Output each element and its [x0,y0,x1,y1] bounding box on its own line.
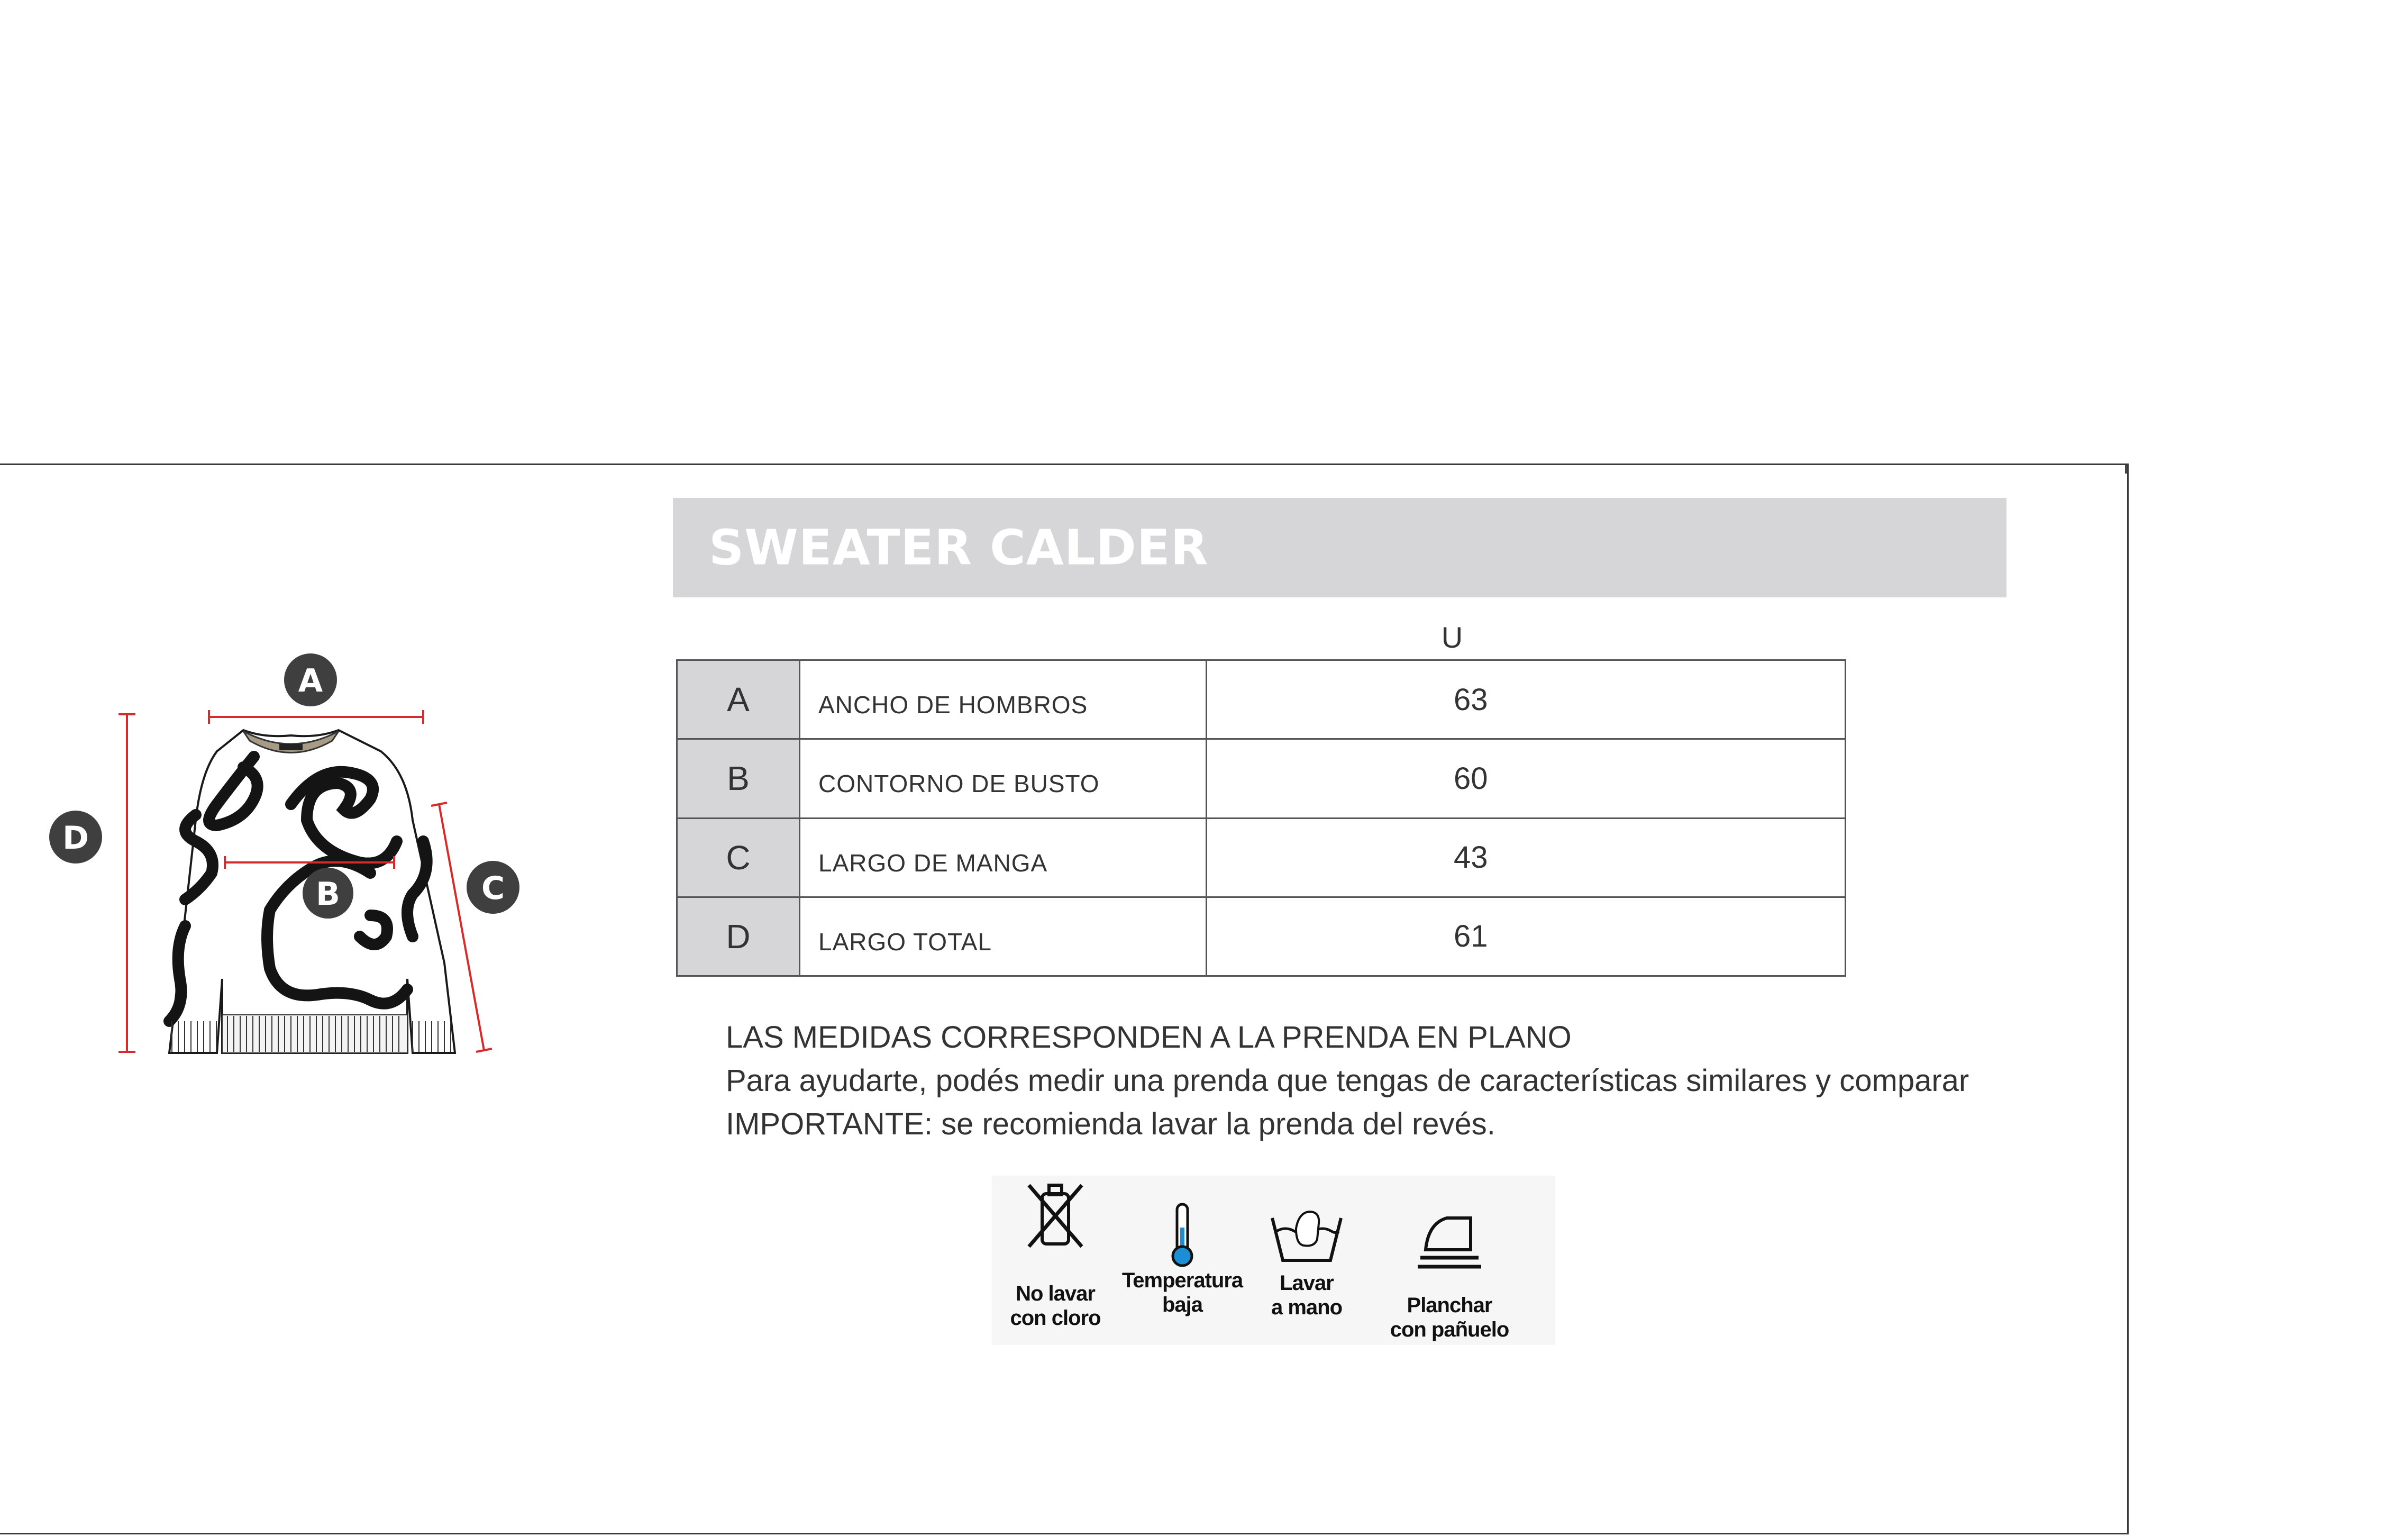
care-instructions [992,1176,1555,1345]
care-label-line2: baja [1162,1293,1203,1316]
row-value: 63 [1207,660,1846,739]
frame-tick [2125,465,2127,474]
care-hand-wash [1246,1176,1367,1345]
care-label-line2: con cloro [1010,1306,1101,1330]
hand-wash-icon [1267,1207,1346,1266]
marker-b-text: B [316,876,340,913]
row-label: ANCHO DE HOMBROS [800,660,1207,739]
iron-icon [1410,1207,1489,1271]
product-title-bar [673,498,2006,597]
table-row [677,897,1846,976]
row-value: 60 [1207,739,1846,818]
marker-a-badge [284,653,337,706]
care-no-bleach [992,1176,1119,1345]
care-label-line2: con pañuelo [1390,1318,1509,1341]
size-column-header: U [1441,621,1463,654]
care-label-line1: No lavar [1016,1282,1095,1305]
care-label-line1: Lavar [1280,1271,1334,1295]
care-low-temperature [1119,1176,1246,1345]
row-label: LARGO TOTAL [800,897,1207,976]
care-label-line2: a mano [1271,1296,1343,1319]
care-label-line1: Temperatura [1121,1269,1243,1292]
measure-line-d [118,714,135,1052]
care-label-line1: Planchar [1407,1294,1492,1317]
marker-c-text: C [481,870,505,907]
table-row [677,660,1846,739]
row-letter: C [677,818,800,897]
size-table [676,659,1846,977]
table-row [677,818,1846,897]
row-letter: B [677,739,800,818]
marker-c-badge [467,861,519,914]
note-wash-inside-out: IMPORTANTE: se recomienda lavar la prenda del revés. [726,1107,1495,1141]
row-letter: A [677,660,800,739]
marker-d-badge [49,811,102,864]
row-label: LARGO DE MANGA [800,818,1207,897]
care-iron-with-cloth [1373,1176,1526,1345]
row-label: CONTORNO DE BUSTO [800,739,1207,818]
note-flat-measure: LAS MEDIDAS CORRESPONDEN A LA PRENDA EN PLANO [726,1020,1572,1055]
row-value: 61 [1207,897,1846,976]
thermometer-icon [1166,1201,1198,1270]
table-row [677,739,1846,818]
row-value: 43 [1207,818,1846,897]
product-title: SWEATER CALDER [709,519,1209,576]
marker-b-badge [303,868,353,919]
measure-line-a [209,710,423,724]
note-compare-tip: Para ayudarte, podés medir una prenda que tengas de características similares y comparar [726,1064,1969,1098]
measurement-notes [726,1016,2101,1146]
neck-label [279,744,303,750]
marker-a-text: A [298,662,323,699]
marker-d-text: D [62,820,89,857]
sweater-diagram [42,651,540,1064]
row-letter: D [677,897,800,976]
no-bleach-icon [1018,1179,1092,1253]
